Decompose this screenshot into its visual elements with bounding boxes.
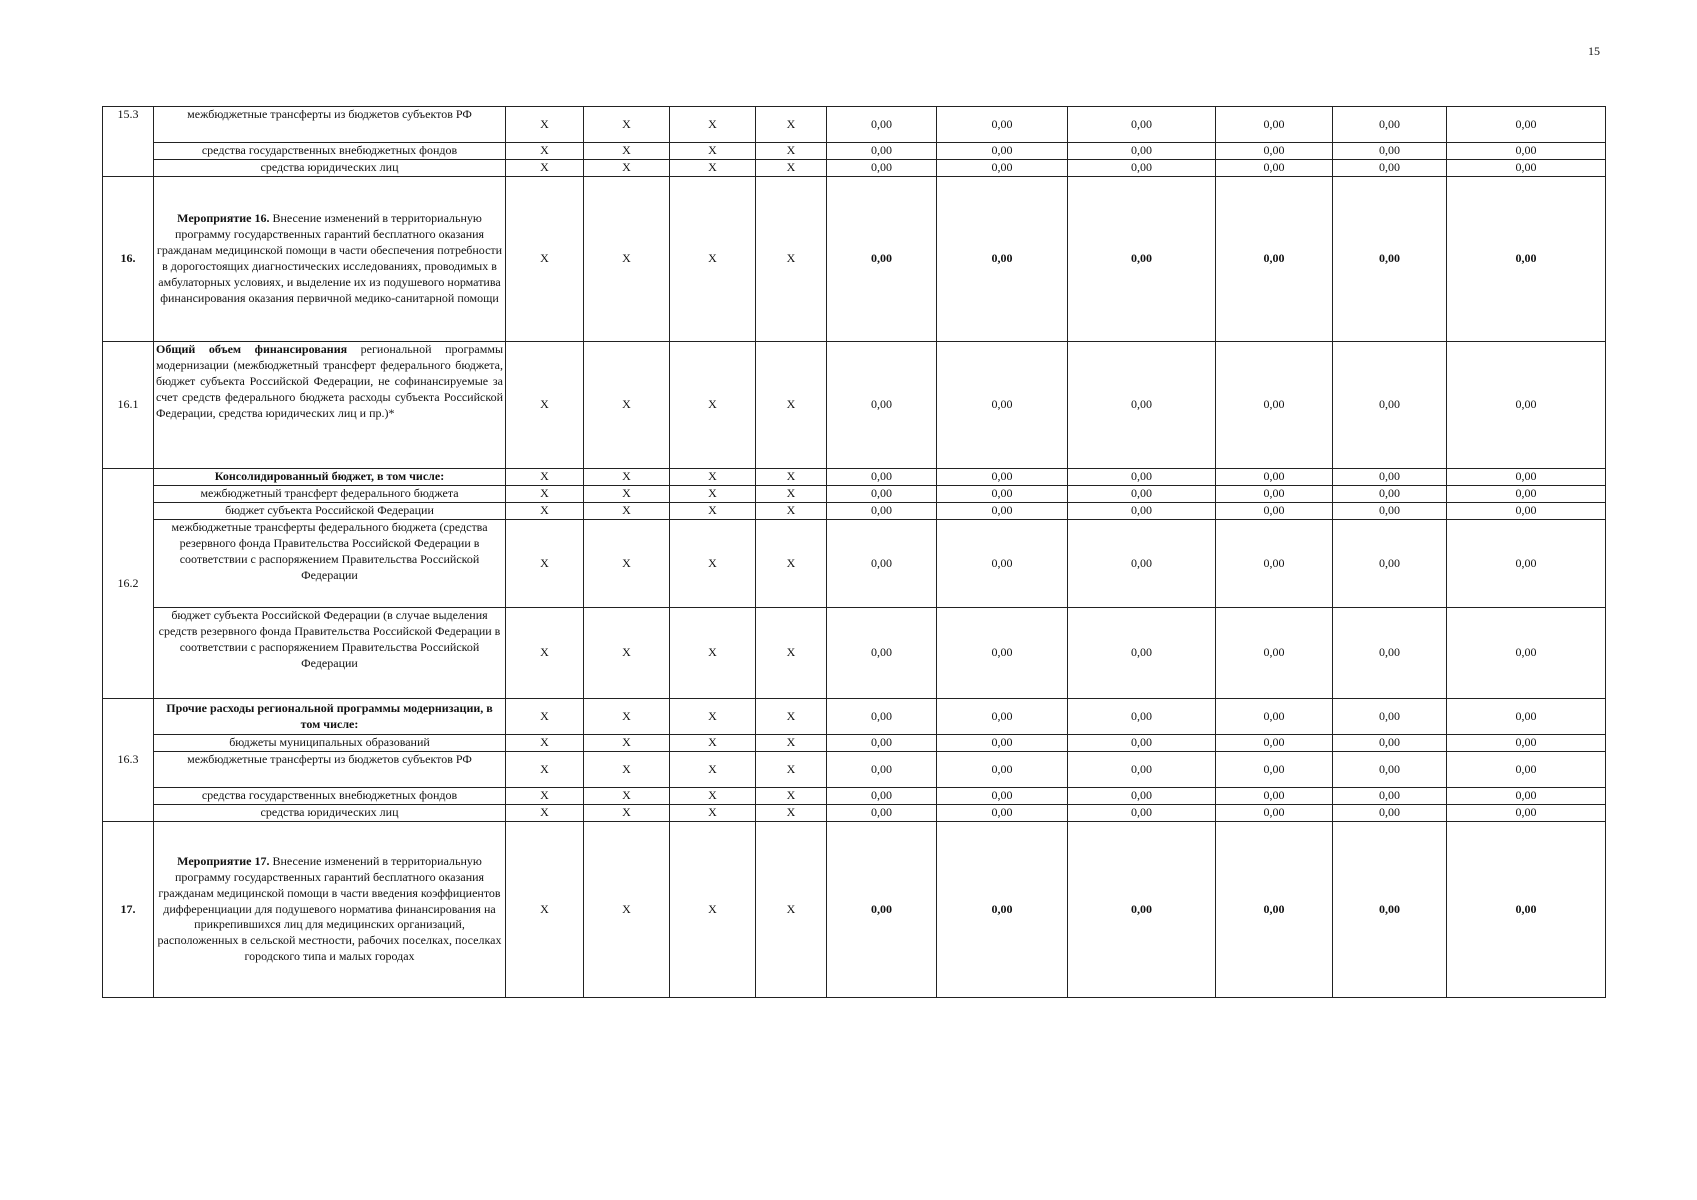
value-cell: 0,00 xyxy=(937,107,1068,143)
row-label: бюджет субъекта Российской Федерации xyxy=(154,503,506,520)
value-cell: 0,00 xyxy=(1068,788,1216,805)
table-row xyxy=(103,805,1606,822)
x-cell: X xyxy=(584,503,670,520)
x-cell: X xyxy=(670,520,756,608)
x-cell: X xyxy=(506,486,584,503)
x-cell: X xyxy=(756,107,827,143)
row-label: межбюджетные трансферты из бюджетов субъектов РФ xyxy=(154,107,506,143)
x-cell: X xyxy=(584,143,670,160)
value-cell: 0,00 xyxy=(1447,486,1606,503)
value-cell: 0,00 xyxy=(937,160,1068,177)
value-cell: 0,00 xyxy=(1333,788,1447,805)
value-cell: 0,00 xyxy=(1447,520,1606,608)
value-cell: 0,00 xyxy=(827,520,937,608)
value-cell: 0,00 xyxy=(1216,735,1333,752)
x-cell: X xyxy=(670,805,756,822)
value-cell: 0,00 xyxy=(1216,107,1333,143)
value-cell: 0,00 xyxy=(937,752,1068,788)
value-cell: 0,00 xyxy=(827,503,937,520)
row-label: бюджеты муниципальных образований xyxy=(154,735,506,752)
x-cell: X xyxy=(506,608,584,699)
value-cell: 0,00 xyxy=(1068,177,1216,342)
value-cell: 0,00 xyxy=(1333,160,1447,177)
value-cell: 0,00 xyxy=(1216,822,1333,998)
row-label-lead: Общий объем финансирования xyxy=(156,342,348,356)
value-cell: 0,00 xyxy=(1333,608,1447,699)
value-cell: 0,00 xyxy=(1068,822,1216,998)
x-cell: X xyxy=(584,805,670,822)
value-cell: 0,00 xyxy=(1068,520,1216,608)
value-cell: 0,00 xyxy=(827,107,937,143)
x-cell: X xyxy=(584,608,670,699)
value-cell: 0,00 xyxy=(937,699,1068,735)
table-row xyxy=(103,608,1606,699)
value-cell: 0,00 xyxy=(1216,143,1333,160)
x-cell: X xyxy=(584,752,670,788)
x-cell: X xyxy=(756,469,827,486)
row-label-text: региональной программы модернизации (межбюджетный трансферт федерального бюджета, бюджет субъекта Российской Федерации, не софинансируемые за счет средств федерального бюджета расходы субъекта Российской Федерации, средства юридических лиц и пр.)* xyxy=(156,342,504,420)
x-cell: X xyxy=(506,143,584,160)
value-cell: 0,00 xyxy=(827,143,937,160)
value-cell: 0,00 xyxy=(1068,143,1216,160)
table-row xyxy=(103,469,1606,486)
row-label-text: Внесение изменений в территориальную программу государственных гарантий бесплатного оказания гражданам медицинской помощи в части введения коэффициентов дифференциации для подушевого норматива финансирования на прикрепившихся лиц для медицинских организаций, расположенных в сельской местности, рабочих поселках, поселках городского типа и малых городах xyxy=(157,853,502,964)
row-number: 15.3 xyxy=(103,107,154,177)
value-cell: 0,00 xyxy=(1333,699,1447,735)
value-cell: 0,00 xyxy=(937,805,1068,822)
row-number: 16.2 xyxy=(103,469,154,699)
x-cell: X xyxy=(506,788,584,805)
value-cell: 0,00 xyxy=(827,735,937,752)
value-cell: 0,00 xyxy=(1216,503,1333,520)
value-cell: 0,00 xyxy=(1216,342,1333,469)
value-cell: 0,00 xyxy=(1447,503,1606,520)
value-cell: 0,00 xyxy=(1333,752,1447,788)
value-cell: 0,00 xyxy=(1333,107,1447,143)
x-cell: X xyxy=(506,503,584,520)
x-cell: X xyxy=(670,735,756,752)
table-row xyxy=(103,143,1606,160)
value-cell: 0,00 xyxy=(1333,735,1447,752)
x-cell: X xyxy=(584,699,670,735)
x-cell: X xyxy=(584,822,670,998)
row-label: средства юридических лиц xyxy=(154,805,506,822)
x-cell: X xyxy=(670,503,756,520)
table-row xyxy=(103,107,1606,143)
row-label xyxy=(154,822,506,998)
x-cell: X xyxy=(584,342,670,469)
table-row xyxy=(103,699,1606,735)
x-cell: X xyxy=(506,822,584,998)
value-cell: 0,00 xyxy=(1216,520,1333,608)
value-cell: 0,00 xyxy=(1333,805,1447,822)
x-cell: X xyxy=(756,699,827,735)
x-cell: X xyxy=(670,143,756,160)
x-cell: X xyxy=(506,805,584,822)
row-label: Консолидированный бюджет, в том числе: xyxy=(154,469,506,486)
value-cell: 0,00 xyxy=(827,486,937,503)
x-cell: X xyxy=(584,160,670,177)
value-cell: 0,00 xyxy=(937,486,1068,503)
value-cell: 0,00 xyxy=(1447,822,1606,998)
row-number: 16.1 xyxy=(103,342,154,469)
x-cell: X xyxy=(506,160,584,177)
value-cell: 0,00 xyxy=(827,608,937,699)
x-cell: X xyxy=(670,469,756,486)
value-cell: 0,00 xyxy=(827,822,937,998)
value-cell: 0,00 xyxy=(1447,469,1606,486)
x-cell: X xyxy=(670,107,756,143)
value-cell: 0,00 xyxy=(1068,503,1216,520)
value-cell: 0,00 xyxy=(1216,805,1333,822)
value-cell: 0,00 xyxy=(1447,177,1606,342)
table-row xyxy=(103,735,1606,752)
value-cell: 0,00 xyxy=(1068,699,1216,735)
table-row xyxy=(103,342,1606,469)
value-cell: 0,00 xyxy=(1447,699,1606,735)
row-number: 17. xyxy=(103,822,154,998)
row-label-lead: Мероприятие 17. xyxy=(177,853,270,868)
value-cell: 0,00 xyxy=(1333,469,1447,486)
value-cell: 0,00 xyxy=(1333,486,1447,503)
table-row xyxy=(103,752,1606,788)
table-row xyxy=(103,520,1606,608)
value-cell: 0,00 xyxy=(1068,469,1216,486)
value-cell: 0,00 xyxy=(937,469,1068,486)
x-cell: X xyxy=(506,699,584,735)
x-cell: X xyxy=(670,342,756,469)
x-cell: X xyxy=(506,735,584,752)
x-cell: X xyxy=(756,503,827,520)
x-cell: X xyxy=(670,699,756,735)
x-cell: X xyxy=(756,788,827,805)
x-cell: X xyxy=(756,608,827,699)
value-cell: 0,00 xyxy=(1216,788,1333,805)
x-cell: X xyxy=(584,469,670,486)
value-cell: 0,00 xyxy=(1068,160,1216,177)
value-cell: 0,00 xyxy=(1216,752,1333,788)
x-cell: X xyxy=(670,486,756,503)
value-cell: 0,00 xyxy=(1447,788,1606,805)
x-cell: X xyxy=(506,520,584,608)
x-cell: X xyxy=(584,107,670,143)
x-cell: X xyxy=(584,735,670,752)
x-cell: X xyxy=(506,752,584,788)
x-cell: X xyxy=(670,177,756,342)
row-label xyxy=(154,342,506,469)
x-cell: X xyxy=(756,177,827,342)
value-cell: 0,00 xyxy=(1068,805,1216,822)
x-cell: X xyxy=(506,177,584,342)
x-cell: X xyxy=(584,788,670,805)
value-cell: 0,00 xyxy=(1216,177,1333,342)
row-label: межбюджетные трансферты федерального бюджета (средства резервного фонда Правительства Российской Федерации в соответствии с распоряжением Правительства Российской Федерации xyxy=(154,520,506,608)
value-cell: 0,00 xyxy=(937,608,1068,699)
x-cell: X xyxy=(670,608,756,699)
value-cell: 0,00 xyxy=(1216,469,1333,486)
row-label-lead: Мероприятие 16. xyxy=(177,211,270,226)
value-cell: 0,00 xyxy=(827,177,937,342)
value-cell: 0,00 xyxy=(827,342,937,469)
x-cell: X xyxy=(756,520,827,608)
row-label: средства юридических лиц xyxy=(154,160,506,177)
value-cell: 0,00 xyxy=(1333,342,1447,469)
value-cell: 0,00 xyxy=(1447,735,1606,752)
x-cell: X xyxy=(670,788,756,805)
value-cell: 0,00 xyxy=(937,520,1068,608)
row-label: средства государственных внебюджетных фондов xyxy=(154,788,506,805)
row-label: средства государственных внебюджетных фондов xyxy=(154,143,506,160)
value-cell: 0,00 xyxy=(1447,342,1606,469)
value-cell: 0,00 xyxy=(1333,520,1447,608)
value-cell: 0,00 xyxy=(937,788,1068,805)
value-cell: 0,00 xyxy=(1068,107,1216,143)
x-cell: X xyxy=(756,486,827,503)
value-cell: 0,00 xyxy=(937,503,1068,520)
value-cell: 0,00 xyxy=(827,160,937,177)
value-cell: 0,00 xyxy=(1216,160,1333,177)
value-cell: 0,00 xyxy=(827,805,937,822)
row-label: бюджет субъекта Российской Федерации (в случае выделения средств резервного фонда Правительства Российской Федерации в соответствии с распоряжением Правительства Российской Федерации xyxy=(154,608,506,699)
x-cell: X xyxy=(670,822,756,998)
value-cell: 0,00 xyxy=(1447,608,1606,699)
x-cell: X xyxy=(756,143,827,160)
table-row xyxy=(103,503,1606,520)
value-cell: 0,00 xyxy=(1216,486,1333,503)
value-cell: 0,00 xyxy=(1068,752,1216,788)
value-cell: 0,00 xyxy=(937,177,1068,342)
x-cell: X xyxy=(584,486,670,503)
value-cell: 0,00 xyxy=(937,735,1068,752)
value-cell: 0,00 xyxy=(827,699,937,735)
value-cell: 0,00 xyxy=(1447,752,1606,788)
value-cell: 0,00 xyxy=(1447,805,1606,822)
x-cell: X xyxy=(670,752,756,788)
value-cell: 0,00 xyxy=(1068,735,1216,752)
x-cell: X xyxy=(756,752,827,788)
row-label xyxy=(154,177,506,342)
table-row xyxy=(103,486,1606,503)
table-row xyxy=(103,177,1606,342)
value-cell: 0,00 xyxy=(827,469,937,486)
table-row xyxy=(103,160,1606,177)
table-row xyxy=(103,822,1606,998)
value-cell: 0,00 xyxy=(827,752,937,788)
value-cell: 0,00 xyxy=(827,788,937,805)
table-row xyxy=(103,788,1606,805)
x-cell: X xyxy=(756,342,827,469)
x-cell: X xyxy=(670,160,756,177)
value-cell: 0,00 xyxy=(937,342,1068,469)
value-cell: 0,00 xyxy=(1447,160,1606,177)
value-cell: 0,00 xyxy=(1068,342,1216,469)
x-cell: X xyxy=(756,822,827,998)
value-cell: 0,00 xyxy=(1068,486,1216,503)
value-cell: 0,00 xyxy=(1333,503,1447,520)
value-cell: 0,00 xyxy=(937,143,1068,160)
x-cell: X xyxy=(506,107,584,143)
value-cell: 0,00 xyxy=(937,822,1068,998)
value-cell: 0,00 xyxy=(1333,822,1447,998)
row-label: Прочие расходы региональной программы модернизации, в том числе: xyxy=(154,699,506,735)
value-cell: 0,00 xyxy=(1333,177,1447,342)
x-cell: X xyxy=(756,805,827,822)
row-label: межбюджетные трансферты из бюджетов субъектов РФ xyxy=(154,752,506,788)
value-cell: 0,00 xyxy=(1216,699,1333,735)
value-cell: 0,00 xyxy=(1068,608,1216,699)
x-cell: X xyxy=(756,160,827,177)
value-cell: 0,00 xyxy=(1333,143,1447,160)
x-cell: X xyxy=(756,735,827,752)
value-cell: 0,00 xyxy=(1447,107,1606,143)
row-label-text: Внесение изменений в территориальную программу государственных гарантий бесплатного оказания гражданам медицинской помощи в части обеспечения потребности в дорогостоящих диагностических исследованиях, проводимых в амбулаторных условиях, и выделение их из подушевого норматива финансирования оказания первичной медико-санитарной помощи xyxy=(156,211,503,305)
x-cell: X xyxy=(584,520,670,608)
x-cell: X xyxy=(584,177,670,342)
value-cell: 0,00 xyxy=(1447,143,1606,160)
row-number: 16. xyxy=(103,177,154,342)
row-label: межбюджетный трансферт федерального бюджета xyxy=(154,486,506,503)
x-cell: X xyxy=(506,469,584,486)
row-number: 16.3 xyxy=(103,699,154,822)
value-cell: 0,00 xyxy=(1216,608,1333,699)
financing-table xyxy=(102,106,1606,998)
x-cell: X xyxy=(506,342,584,469)
page-number: 15 xyxy=(1588,44,1600,58)
